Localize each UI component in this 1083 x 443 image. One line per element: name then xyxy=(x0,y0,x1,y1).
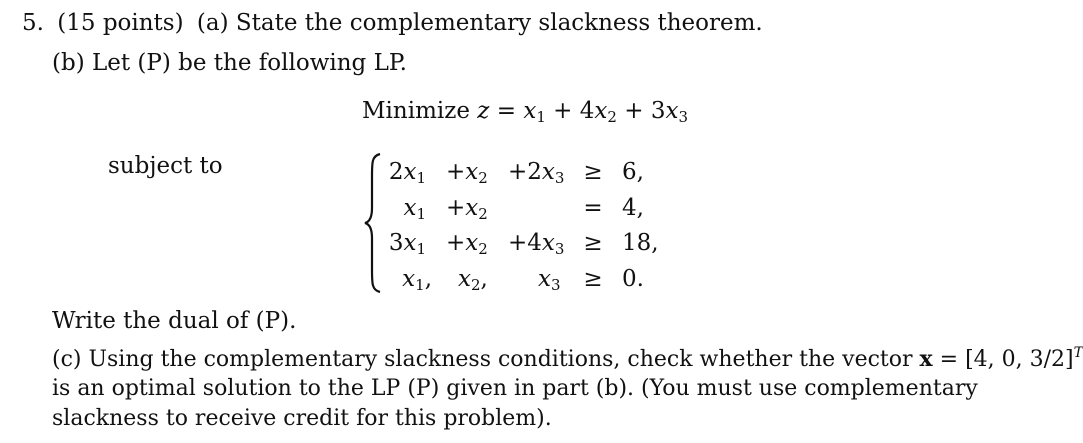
objective-x3-sub: 3 xyxy=(678,108,689,126)
transpose-sup: T xyxy=(1073,345,1083,361)
row3-relation: ≥ xyxy=(583,230,603,256)
objective-function xyxy=(362,98,689,126)
row1-relation: ≥ xyxy=(583,159,603,185)
objective-z: z xyxy=(477,98,490,124)
part-c-text: (c) Using the complementary slackness conditions, check whether the vector xyxy=(52,347,913,372)
objective-plus1: + xyxy=(553,98,573,124)
problem-heading xyxy=(22,12,763,35)
row1-term2: $+x_2$ xyxy=(446,159,488,187)
row2-term1: $x_1$ xyxy=(403,195,426,223)
objective-label: Minimize xyxy=(362,98,470,124)
objective-x1: x xyxy=(523,98,537,124)
objective-x2: x xyxy=(594,98,608,124)
part-c-line1 xyxy=(52,345,1083,372)
row2-rhs: 4, xyxy=(622,195,644,221)
vector-value: [4, 0, 3/2] xyxy=(965,347,1074,372)
row2-relation: = xyxy=(583,195,603,221)
vector-eq: = xyxy=(939,347,959,372)
problem-points: (15 points) xyxy=(57,10,184,36)
part-c-line3: slackness to receive credit for this problem). xyxy=(52,406,552,431)
objective-x1-sub: 1 xyxy=(536,108,546,126)
row3-term3: $+4x_3$ xyxy=(508,230,565,258)
part-c-line2: is an optimal solution to the LP (P) given in part (b). (You must use complementary xyxy=(52,376,978,401)
part-b-text: (b) Let (P) be the following LP. xyxy=(52,50,407,76)
subject-to-label: subject to xyxy=(108,153,223,179)
row4-term1: $x_1$, xyxy=(402,266,432,294)
row4-relation: ≥ xyxy=(583,266,603,292)
objective-x2-sub: 2 xyxy=(607,108,617,126)
row2-term2: $+x_2$ xyxy=(446,195,488,223)
row3-rhs: 18, xyxy=(622,230,659,256)
row3-term2: $+x_2$ xyxy=(446,230,488,258)
dual-prompt: Write the dual of (P). xyxy=(52,308,297,334)
objective-plus2: + xyxy=(624,98,644,124)
problem-number: 5. xyxy=(22,10,44,36)
part-a-text: (a) State the complementary slackness theorem. xyxy=(196,10,763,36)
row1-rhs: 6, xyxy=(622,159,644,185)
row4-term2: $x_2$, xyxy=(458,266,488,294)
objective-coef2: 4 xyxy=(579,98,595,124)
left-brace-icon xyxy=(364,152,386,294)
vector-x: x xyxy=(919,346,933,372)
objective-eq: = xyxy=(496,98,517,124)
row1-term1: $2x_1$ xyxy=(388,159,426,187)
row4-term3: $x_3$ xyxy=(538,266,561,294)
objective-x3: x xyxy=(665,98,679,124)
objective-coef3: 3 xyxy=(650,98,666,124)
row4-rhs: 0. xyxy=(622,266,644,292)
row1-term3: $+2x_3$ xyxy=(508,159,565,187)
row3-term1: $3x_1$ xyxy=(388,230,426,258)
